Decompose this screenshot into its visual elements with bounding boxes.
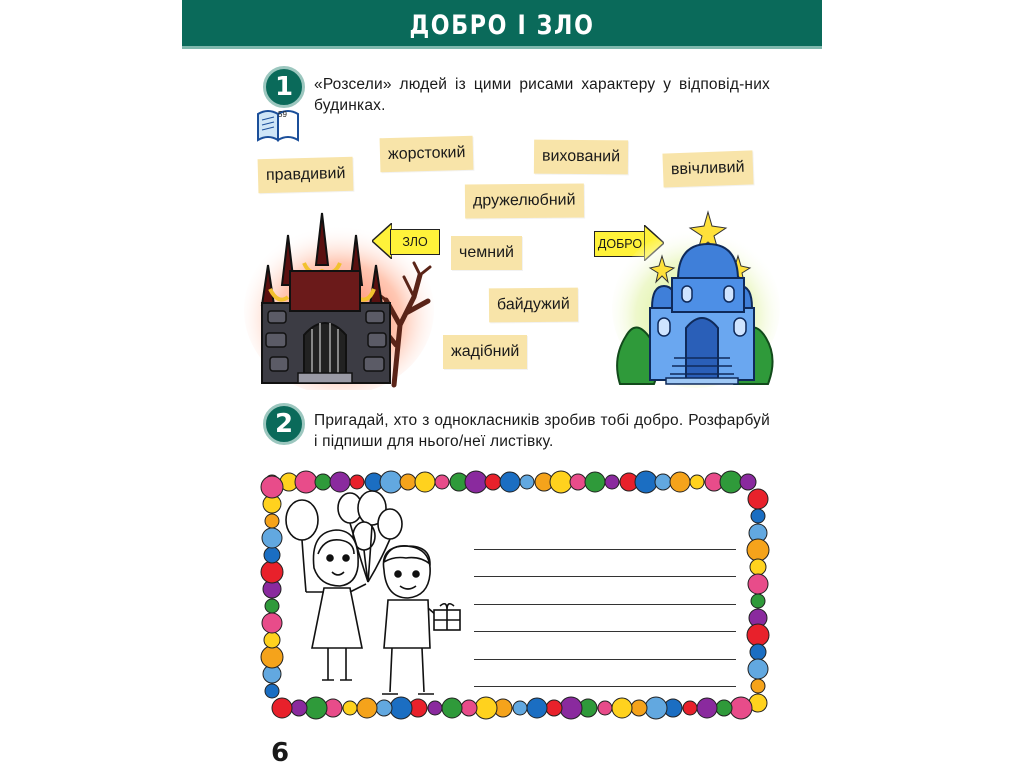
border-dot bbox=[264, 632, 280, 648]
word-card-vvichlyvyi[interactable]: ввічливий bbox=[662, 150, 753, 187]
border-dot bbox=[750, 644, 766, 660]
task-2-number: 2 bbox=[263, 403, 305, 445]
page-title: ДОБРО І ЗЛО bbox=[409, 10, 595, 41]
word-card-druzheliubnyi[interactable]: дружелюбний bbox=[465, 183, 584, 218]
border-dot bbox=[262, 613, 282, 633]
border-dot bbox=[645, 697, 667, 719]
border-dot bbox=[442, 698, 462, 718]
border-dot bbox=[748, 489, 768, 509]
sign-evil-label: ЗЛО bbox=[390, 229, 440, 255]
border-dot bbox=[343, 701, 357, 715]
writing-line[interactable] bbox=[474, 577, 736, 605]
border-dot bbox=[485, 474, 501, 490]
task-2-text: Пригадай, хто з однокласників зробив тобі добро. Розфарбуй і підпиши для нього/неї листівку. bbox=[314, 412, 770, 450]
border-dot bbox=[435, 475, 449, 489]
border-dot bbox=[461, 700, 477, 716]
book-icon bbox=[254, 104, 304, 144]
border-dot bbox=[730, 697, 752, 719]
border-dot bbox=[740, 474, 756, 490]
border-dot bbox=[585, 472, 605, 492]
border-dot bbox=[357, 698, 377, 718]
border-dot bbox=[376, 700, 392, 716]
word-card-baiduzhyi[interactable]: байдужий bbox=[489, 288, 578, 323]
border-dot bbox=[605, 475, 619, 489]
border-dot bbox=[747, 539, 769, 561]
border-dot bbox=[751, 509, 765, 523]
good-castle-illustration bbox=[610, 208, 780, 388]
border-dot bbox=[598, 701, 612, 715]
border-dot bbox=[527, 698, 547, 718]
border-dot bbox=[546, 700, 562, 716]
word-card-zhadibnyi[interactable]: жадібний bbox=[443, 335, 527, 369]
border-dot bbox=[635, 471, 657, 493]
writing-line[interactable] bbox=[474, 660, 736, 688]
border-dot bbox=[751, 679, 765, 693]
border-dot bbox=[350, 475, 364, 489]
title-band bbox=[182, 0, 822, 49]
border-dot bbox=[560, 697, 582, 719]
border-dot bbox=[265, 684, 279, 698]
word-card-vykhovanyi[interactable]: вихований bbox=[534, 140, 628, 175]
border-dot bbox=[631, 700, 647, 716]
border-dot bbox=[261, 646, 283, 668]
border-dot bbox=[262, 528, 282, 548]
task-1-number: 1 bbox=[263, 66, 305, 108]
border-dot bbox=[513, 701, 527, 715]
book-page-ref: 59 bbox=[278, 110, 287, 119]
border-dot bbox=[475, 697, 497, 719]
border-dot bbox=[305, 697, 327, 719]
border-dot bbox=[716, 700, 732, 716]
border-dot bbox=[428, 701, 442, 715]
writing-line[interactable] bbox=[474, 605, 736, 633]
word-card-zhorstokyi[interactable]: жорстокий bbox=[380, 136, 474, 172]
border-dot bbox=[272, 698, 292, 718]
border-dot bbox=[751, 594, 765, 608]
border-dot bbox=[612, 698, 632, 718]
border-dot bbox=[390, 697, 412, 719]
border-dot bbox=[670, 472, 690, 492]
border-dot bbox=[264, 547, 280, 563]
sign-good-label: ДОБРО bbox=[594, 231, 646, 257]
sign-evil bbox=[372, 229, 440, 253]
border-dot bbox=[465, 471, 487, 493]
border-dot bbox=[265, 599, 279, 613]
border-dot bbox=[683, 701, 697, 715]
border-dot bbox=[655, 474, 671, 490]
border-dot bbox=[261, 476, 283, 498]
border-dot bbox=[720, 471, 742, 493]
writing-line[interactable] bbox=[474, 550, 736, 578]
task-1-text: «Розсели» людей із цими рисами характеру у відповід-них будинках. bbox=[314, 76, 770, 114]
border-dot bbox=[748, 574, 768, 594]
border-dot bbox=[690, 475, 704, 489]
border-dot bbox=[747, 624, 769, 646]
writing-line[interactable] bbox=[474, 632, 736, 660]
word-card-chemnyi[interactable]: чемний bbox=[451, 236, 522, 270]
border-dot bbox=[750, 559, 766, 575]
border-dot bbox=[500, 472, 520, 492]
signature-lines[interactable] bbox=[474, 522, 736, 687]
border-dot bbox=[265, 514, 279, 528]
border-dot bbox=[570, 474, 586, 490]
border-dot bbox=[697, 698, 717, 718]
page-number: 6 bbox=[271, 738, 290, 768]
border-dot bbox=[520, 475, 534, 489]
border-dot bbox=[261, 561, 283, 583]
border-dot bbox=[291, 700, 307, 716]
border-dot bbox=[748, 659, 768, 679]
children-coloring-illustration[interactable] bbox=[284, 488, 464, 700]
word-card-pravdyvyi[interactable]: правдивий bbox=[258, 157, 354, 193]
writing-line[interactable] bbox=[474, 522, 736, 550]
border-dot bbox=[550, 471, 572, 493]
